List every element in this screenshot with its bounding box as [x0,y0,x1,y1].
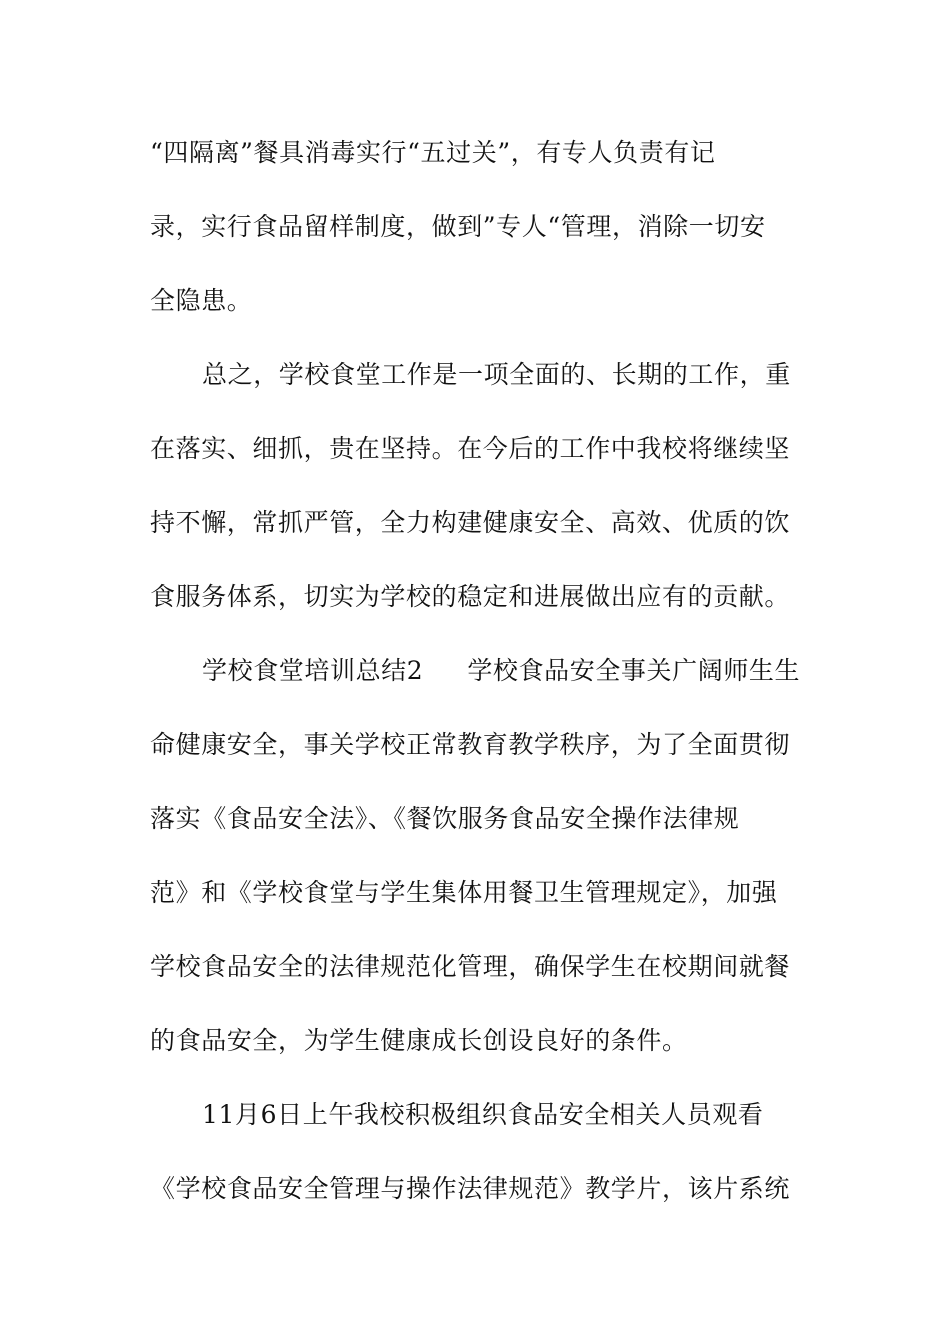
text-line: 落实《食品安全法》、《餐饮服务食品安全操作法律规 [150,804,740,833]
text-line: 范》和《学校食堂与学生集体用餐卫生管理规定》，加强 [150,878,778,907]
section-first-line: 学校食品安全事关广阔师生生 [467,656,801,685]
text-line: 持不懈，常抓严管，全力构建健康安全、高效、优质的饮 [150,508,791,537]
text-line: 的食品安全，为学生健康成长创设良好的条件。 [150,1026,688,1055]
section-title: 学校食堂培训总结2 [202,656,424,685]
text-line: 11月6日上午我校积极组织食品安全相关人员观看 [202,1100,764,1129]
text-line: 总之，学校食堂工作是一项全面的、长期的工作，重 [202,360,791,389]
text-line: 《学校食品安全管理与操作法律规范》教学片，该片系统 [150,1174,791,1203]
text-line: 学校食品安全的法律规范化管理，确保学生在校期间就餐 [150,952,791,981]
text-line: 全隐患。 [150,286,253,315]
text-line: 食服务体系，切实为学校的稳定和进展做出应有的贡献。 [150,582,791,611]
text-line: 录，实行食品留样制度，做到”专人“管理，消除一切安 [150,212,766,241]
text-line: 命健康安全，事关学校正常教育教学秩序，为了全面贯彻 [150,730,791,759]
text-line: 在落实、细抓，贵在坚持。在今后的工作中我校将继续坚 [150,434,791,463]
section-heading-line [202,655,882,687]
text-line: “四隔离”餐具消毒实行“五过关”，有专人负责有记 [150,138,716,167]
